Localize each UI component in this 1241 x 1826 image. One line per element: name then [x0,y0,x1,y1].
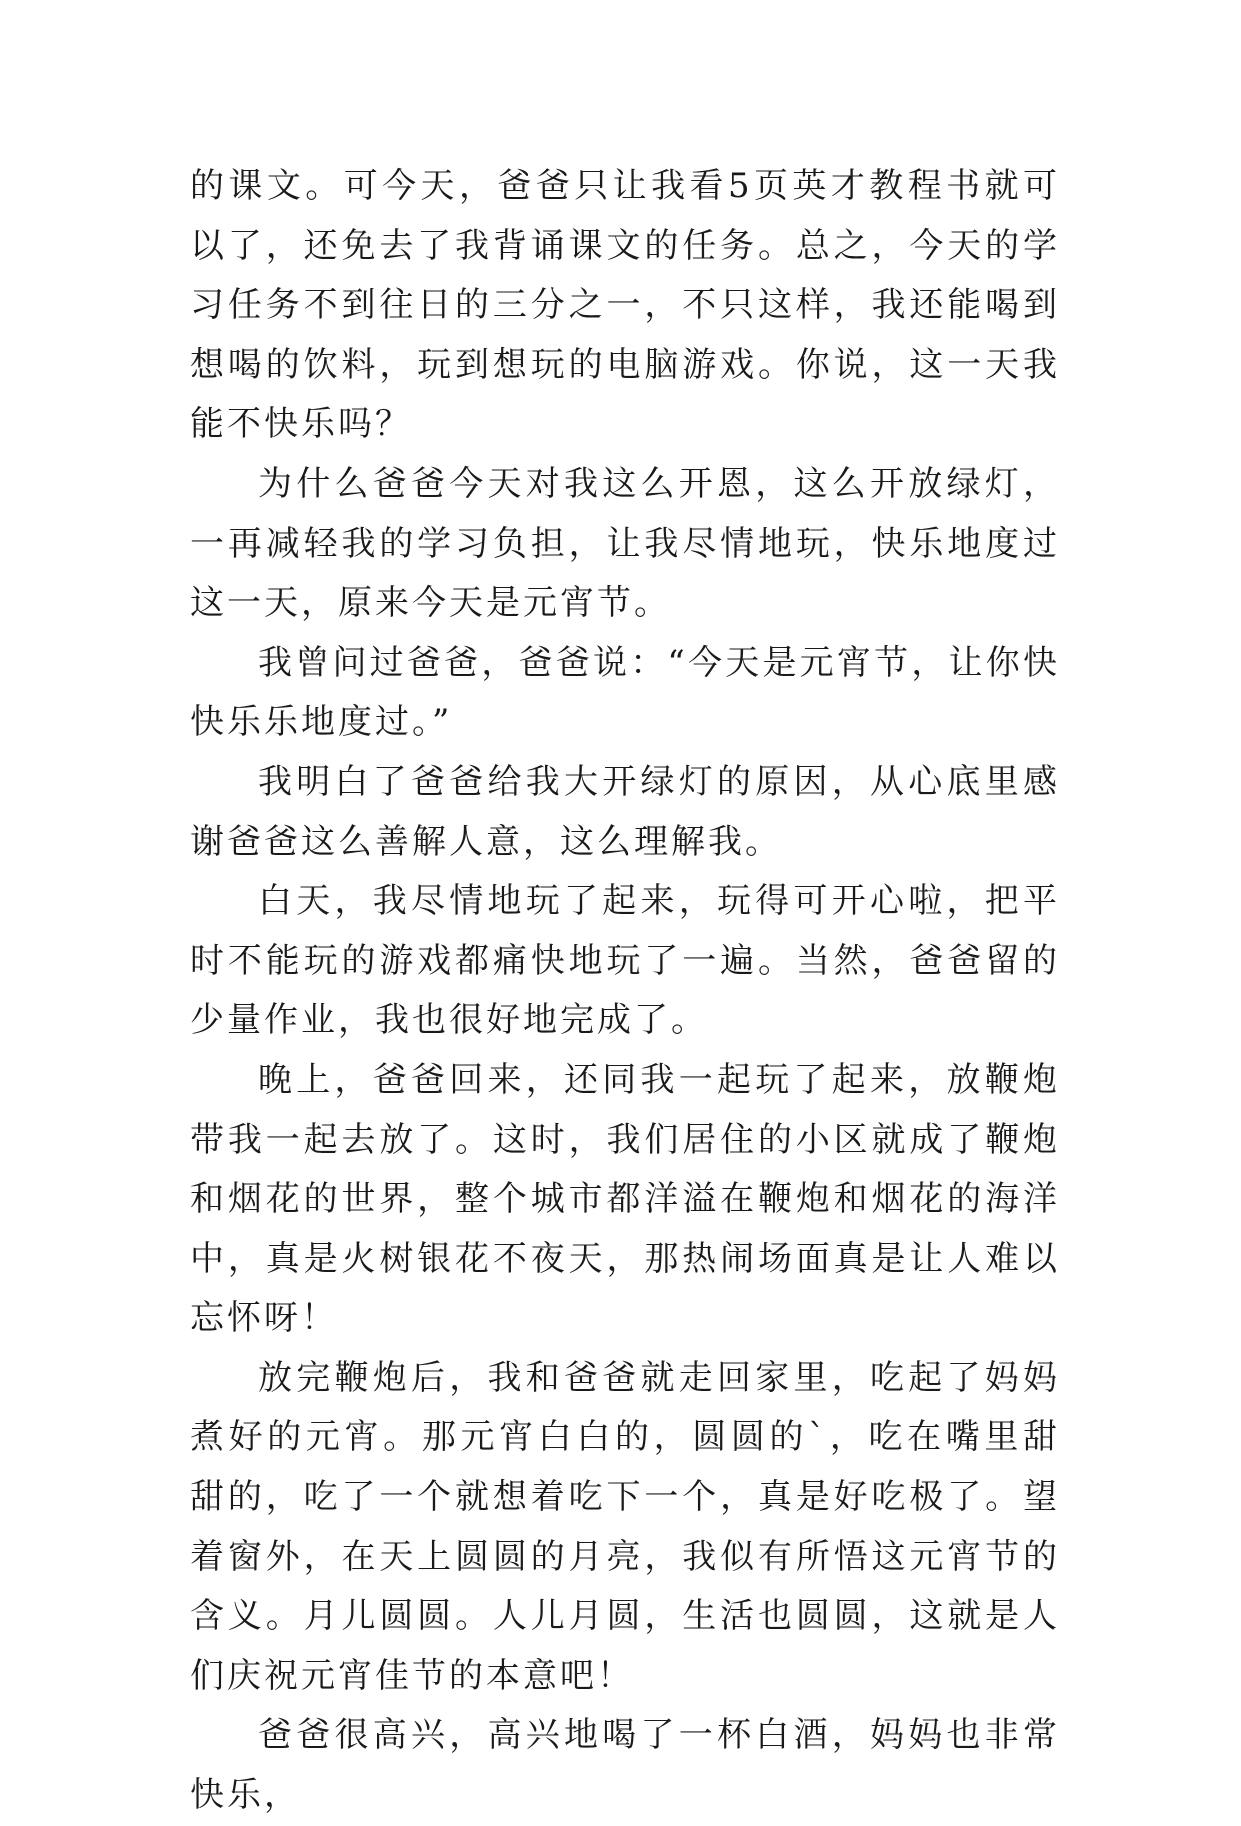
paragraph: 为什么爸爸今天对我这么开恩，这么开放绿灯，一再减轻我的学习负担，让我尽情地玩，快乐地度过这一天，原来今天是元宵节。 [190,463,1060,624]
paragraph: 爸爸很高兴，高兴地喝了一杯白酒，妈妈也非常快乐， [190,1715,1060,1816]
paragraph: 我曾问过爸爸，爸爸说：“今天是元宵节，让你快快乐乐地度过。” [190,642,1060,743]
paragraph: 的课文。可今天，爸爸只让我看5页英才教程书就可以了，还免去了我背诵课文的任务。总之，今天的学习任务不到往日的三分之一，不只这样，我还能喝到想喝的饮料，玩到想玩的电脑游戏。你说，这一天我能不快乐吗？ [190,166,1060,445]
document-body [190,157,1060,1826]
paragraph: 白天，我尽情地玩了起来，玩得可开心啦，把平时不能玩的游戏都痛快地玩了一遍。当然，爸爸留的少量作业，我也很好地完成了。 [190,881,1060,1041]
paragraph: 放完鞭炮后，我和爸爸就走回家里，吃起了妈妈煮好的元宵。那元宵白白的，圆圆的`，吃在嘴里甜甜的，吃了一个就想着吃下一个，真是好吃极了。望着窗外，在天上圆圆的月亮，我似有所悟这元宵节的含义。月儿圆圆。人儿月圆，生活也圆圆，这就是人们庆祝元宵佳节的本意吧！ [190,1357,1060,1696]
paragraph: 晚上，爸爸回来，还同我一起玩了起来，放鞭炮带我一起去放了。这时，我们居住的小区就成了鞭炮和烟花的世界，整个城市都洋溢在鞭炮和烟花的海洋中，真是火树银花不夜天，那热闹场面真是让人难以忘怀呀！ [190,1059,1060,1339]
paragraph: 我明白了爸爸给我大开绿灯的原因，从心底里感谢爸爸这么善解人意，这么理解我。 [190,761,1060,862]
